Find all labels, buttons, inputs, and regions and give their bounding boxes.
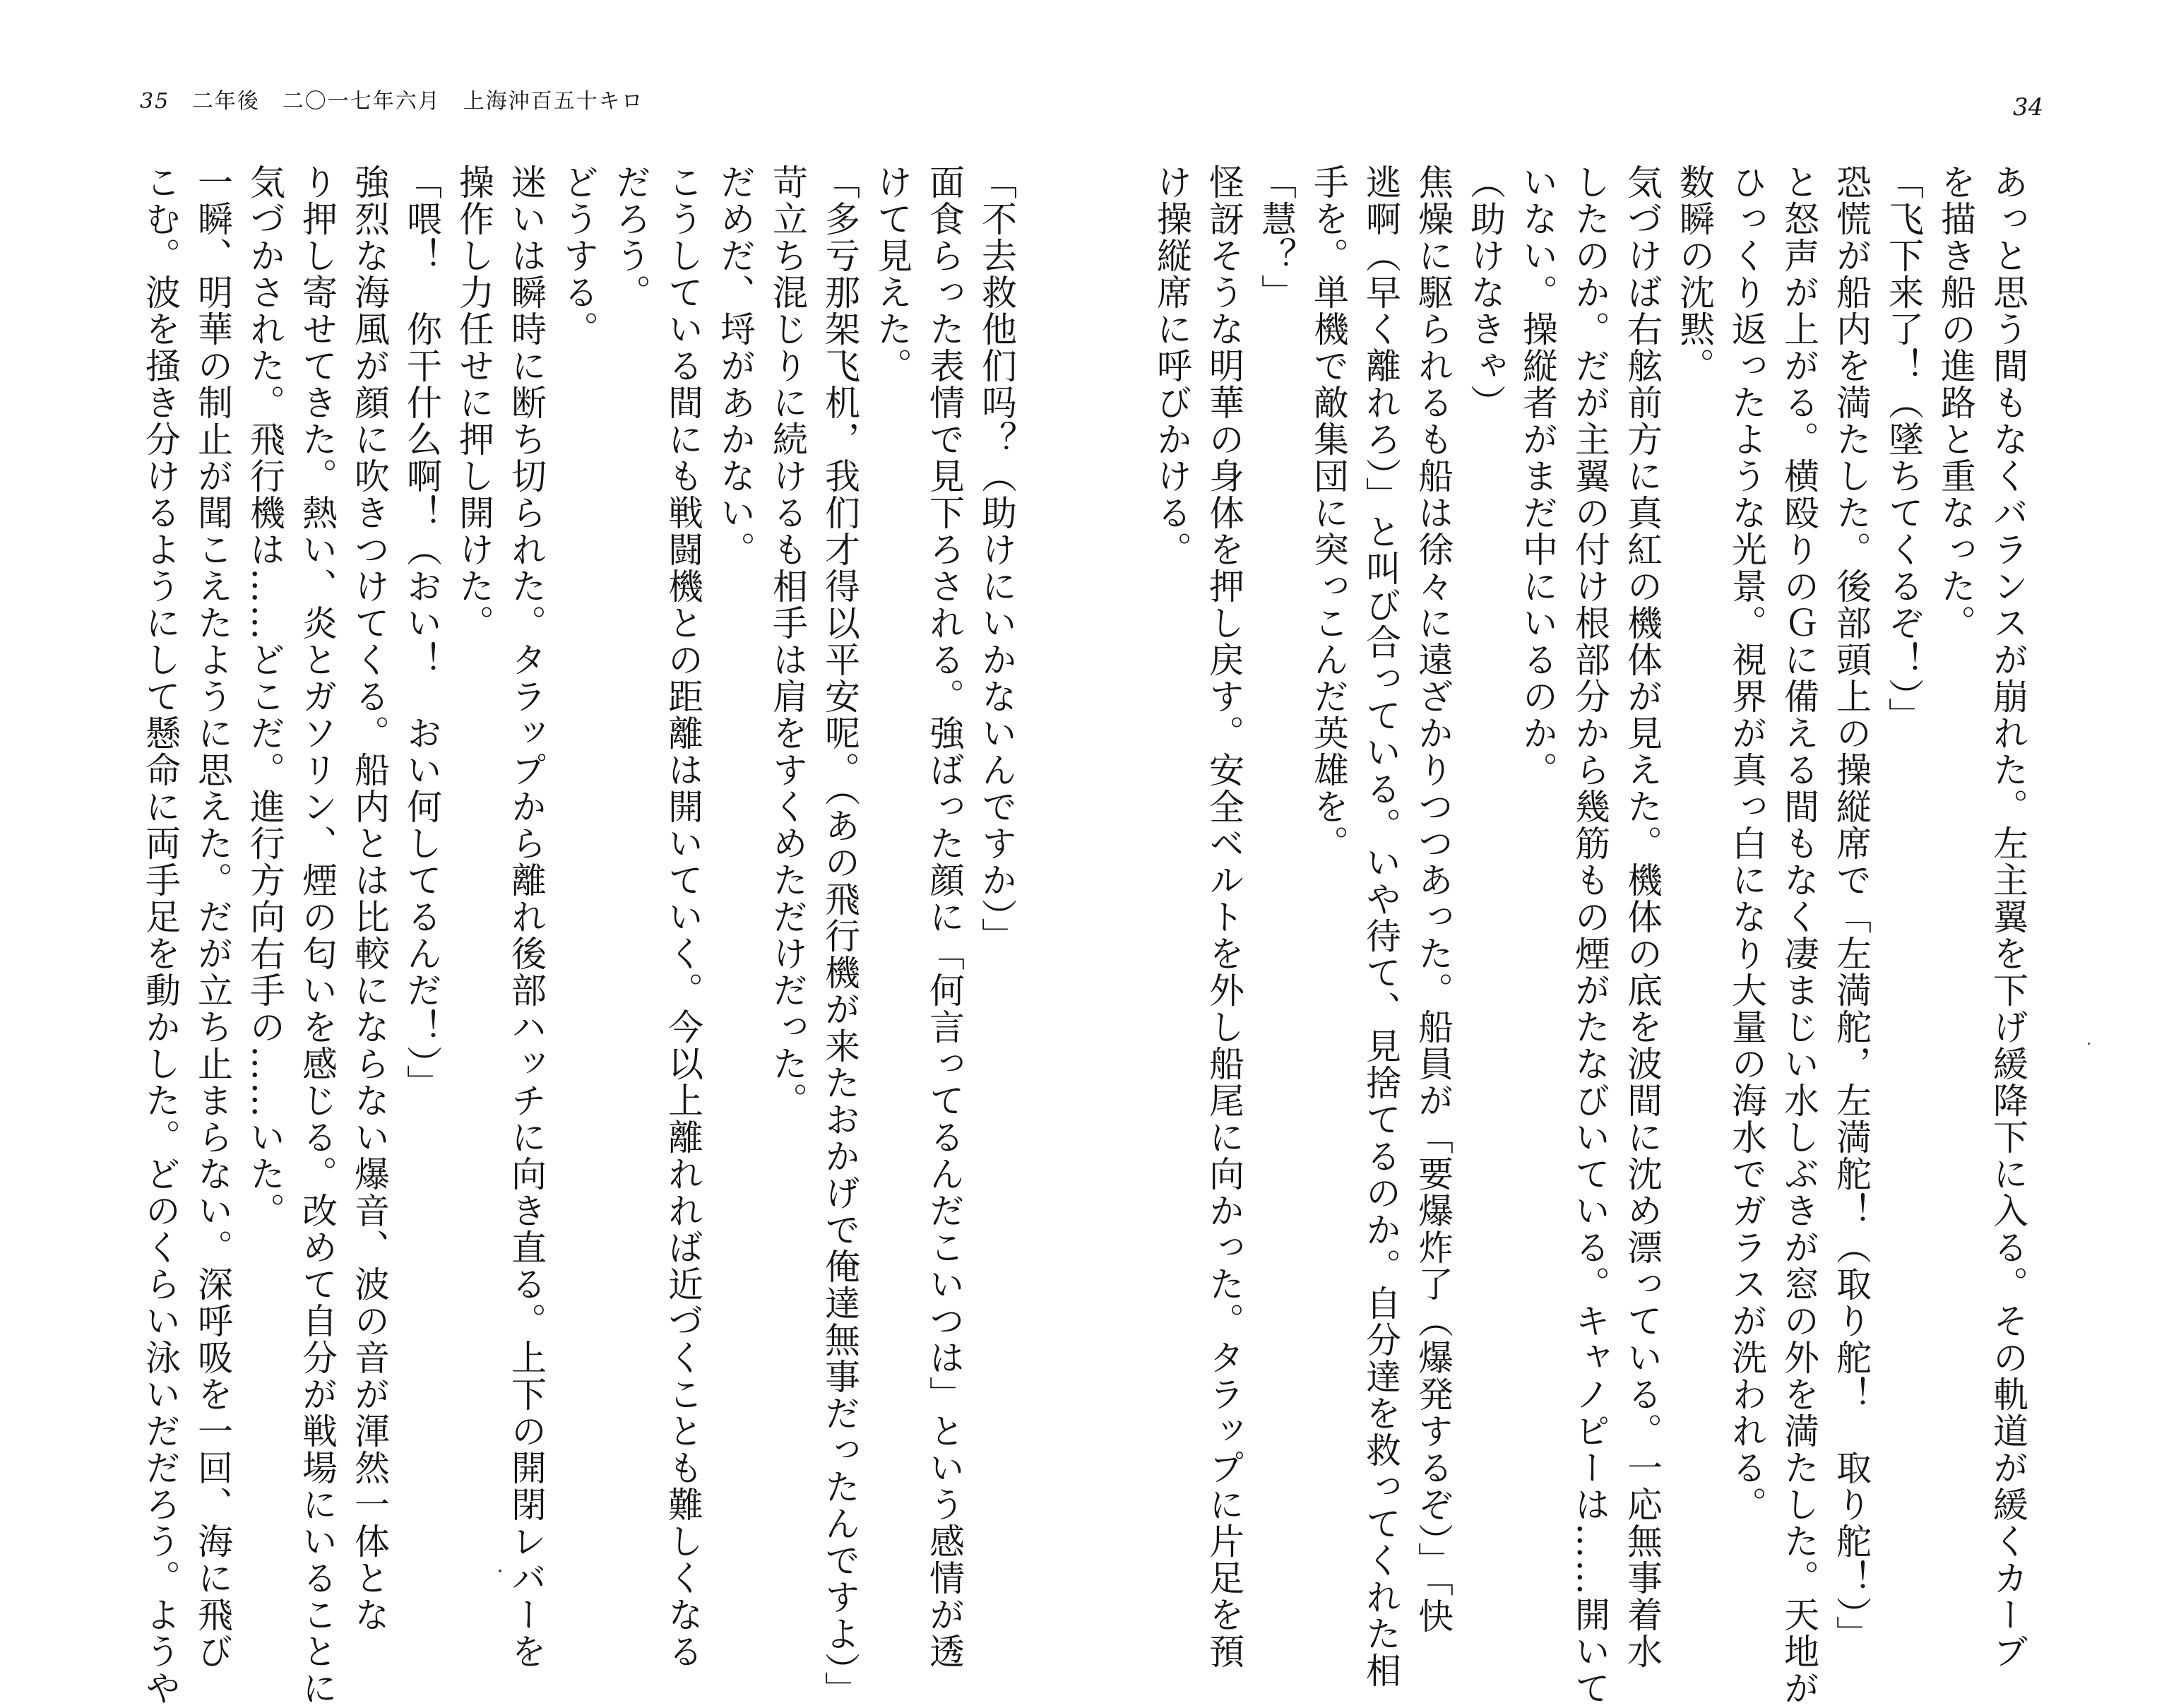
text-column: け操縦席に呼びかける。	[1151, 164, 1192, 568]
text-column: 焦燥に駆られるも船は徐々に遠ざかりつつあった。船員が「要爆炸了（爆発するぞ）」「快	[1413, 164, 1454, 1635]
page-header	[140, 83, 644, 114]
text-column: 「飞下来了！（墜ちてくるぞ！）」	[1883, 164, 1924, 734]
text-column: 操作し力任せに押し開けた。	[453, 164, 494, 641]
text-column: と怒声が上がる。横殴りのＧに備える間もなく凄まじい水しぶきが窓の外を満たした。天地が	[1778, 164, 1819, 1707]
text-column: 気づかされた。飛行機は……どこだ。進行方向右手の……いた。	[244, 164, 285, 1229]
scan-speck	[2088, 1043, 2090, 1045]
text-column: 「慧？」	[1256, 164, 1297, 311]
text-column: ひっくり返ったような光景。視界が真っ白になり大量の海水でガラスが洗われる。	[1726, 164, 1767, 1523]
text-column: 苛立ち混じりに続けるも相手は肩をすくめただけだった。	[767, 164, 808, 1119]
text-column: 迷いは瞬時に断ち切られた。タラップから離れ後部ハッチに向き直る。上下の開閉レバーを	[506, 164, 547, 1670]
text-column: どうする。	[558, 164, 599, 348]
text-column: だろう。	[610, 164, 651, 311]
text-column: 面食らった表情で見下ろされる。強ばった顔に「何言ってるんだこいつは」という感情が透	[924, 164, 965, 1670]
text-column: 数瞬の沈黙。	[1674, 164, 1715, 384]
text-column: 怪訝そうな明華の身体を押し戻す。安全ベルトを外し船尾に向かった。タラップに片足を預	[1204, 164, 1244, 1670]
text-column: 「喂！ 你干什么啊！（おい！ おい何してるんだ！）」	[401, 164, 442, 1101]
text-column: 恐慌が船内を満たした。後部頭上の操縦席で「左満舵，左満舵！（取り舵！ 取り舵！）」	[1831, 164, 1872, 1652]
text-column: （助けなきゃ）	[1465, 164, 1506, 421]
text-column: だめだ、埒があかない。	[715, 164, 756, 568]
text-column: こうしている間にも戦闘機との距離は開いていく。今以上離れれば近づくことも難しくなる	[662, 164, 703, 1670]
text-column: を描き船の進路と重なった。	[1935, 164, 1976, 641]
text-column: 強烈な海風が顔に吹きつけてくる。船内とは比較にならない爆音、波の音が渾然一体とな	[349, 164, 390, 1633]
running-title: 二年後 二〇一七年六月 上海沖百五十キロ	[191, 89, 644, 114]
text-column: あっと思う間もなくバランスが崩れた。左主翼を下げ緩降下に入る。その軌道が緩くカーブ	[1987, 164, 2028, 1670]
left-page-number: 35	[140, 89, 170, 114]
text-column: 手を。単機で敵集団に突っこんだ英雄を。	[1308, 164, 1349, 862]
text-column: いない。操縦者がまだ中にいるのか。	[1517, 164, 1558, 788]
text-column: こむ。波を掻き分けるようにして懸命に両手足を動かした。どのくらい泳いだだろう。ようや	[140, 164, 181, 1707]
text-column: 「不去救他们吗？（助けにいかないんですか）」	[976, 164, 1017, 954]
right-page-number: 34	[2013, 93, 2044, 121]
text-column: 気づけば右舷前方に真紅の機体が見えた。機体の底を波間に沈め漂っている。一応無事着水	[1622, 164, 1663, 1670]
text-column: けて見えた。	[872, 164, 913, 384]
text-column: 「多亏那架飞机，我们才得以平安呢。（あの飛行機が来たおかげで俺達無事だったんですよ）」	[819, 164, 860, 1708]
text-column: 一瞬、明華の制止が聞こえたように思えた。だが立ち止まらない。深呼吸を一回、海に飛び	[192, 164, 233, 1670]
text-column: したのか。だが主翼の付け根部分から幾筋もの煙がたなびいている。キャノピーは……開いて	[1569, 164, 1610, 1707]
text-column: 逃啊（早く離れろ）」と叫び合っている。いや待て、見捨てるのか。自分達を救ってくれた相	[1360, 164, 1401, 1689]
text-column: り押し寄せてきた。熱い、炎とガソリン、煙の匂いを感じる。改めて自分が戦場にいることに	[297, 164, 338, 1707]
scan-speck	[499, 1570, 501, 1572]
